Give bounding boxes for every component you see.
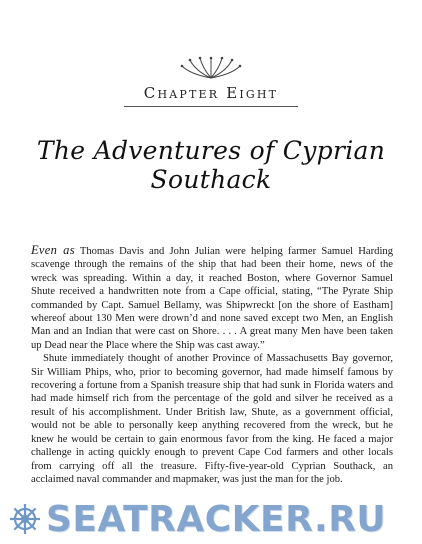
chapter-divider	[124, 106, 298, 107]
watermark	[8, 496, 422, 542]
lead-words: Even as	[31, 243, 75, 257]
chapter-body	[31, 244, 393, 486]
watermark-text: SEATRACKER.RU	[46, 498, 387, 540]
paragraph-1-text: Thomas Davis and John Julian were helping farmer Samuel Harding scavenge through the remains of the ship that had been their home, news of the wreck was spreading. Within a day, it reached Boston, where Governor Samuel Shute received a handwritten note from a Cape official, stating, “The Pyrate Ship commanded by Capt. Samuel Bellamy, was Shipwreckt [on the shore of Eastham] whereof about 130 Men were drown’d and none saved except two Men, an English Man and an Indian that were cast on Shore. . . . A great many Men have been taken up Dead near the Place where the Ship was cast away.”	[31, 246, 393, 351]
steering-wheel-icon	[8, 502, 42, 536]
chapter-title: The Adventures of Cyprian Southack	[36, 136, 386, 194]
chapter-ornament-icon	[178, 54, 244, 80]
chapter-label: Chapter Eight	[143, 84, 279, 102]
paragraph-2: Shute immediately thought of another Province of Massachusetts Bay governor, Sir William Phips, who, prior to becoming governor, had made himself famous by recovering a fortune from a Spanish treasure ship that had sunk in Florida waters and had made himself rich from the percentage of the gold and silver he received as a result of his accomplishment. Under British law, Shute, as a government official, would not be able to personally keep anything recovered from the wreck, but he knew he would be certain to gain enormous favor from the king. He faced a major challenge in acting quickly enough to prevent Cape Cod farmers and other locals from carrying off all the treasure. Fifty-five-year-old Cyprian Southack, an acclaimed naval commander and mapmaker, was just the man for the job.	[31, 353, 393, 485]
paragraph-1	[31, 244, 393, 352]
